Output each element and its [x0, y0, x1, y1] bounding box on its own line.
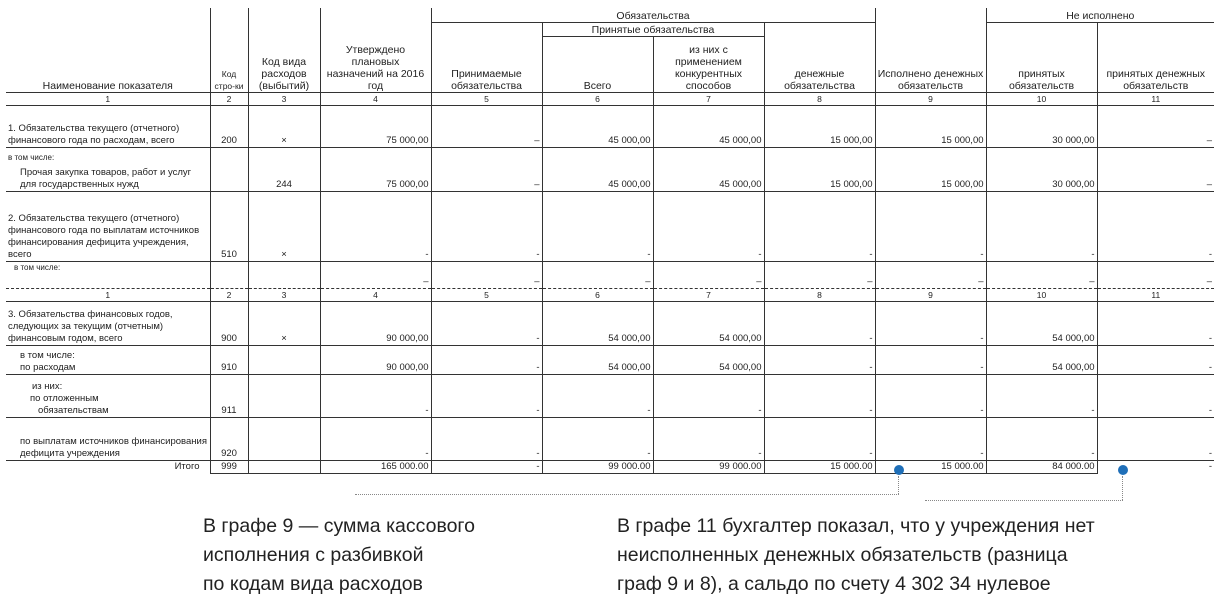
row-code: 999	[210, 460, 248, 473]
cell: -	[431, 417, 542, 460]
cell: 45 000,00	[653, 147, 764, 191]
row-name	[6, 345, 210, 374]
cell: –	[764, 261, 875, 288]
row-exp: ×	[248, 301, 320, 345]
cell: -	[986, 417, 1097, 460]
cell: -	[875, 345, 986, 374]
leader-line	[355, 494, 899, 495]
note-left	[203, 512, 475, 599]
row-name-text: по отложенным	[30, 392, 99, 404]
row-exp: 244	[248, 147, 320, 191]
row-code: 900	[210, 301, 248, 345]
cell: -	[986, 374, 1097, 417]
colnum-8: 8	[764, 92, 875, 105]
colnum: 7	[653, 288, 764, 301]
incl-label: в том числе:	[14, 262, 61, 272]
row-name	[6, 147, 210, 191]
cell: 54 000,00	[542, 301, 653, 345]
table-row	[6, 191, 1214, 261]
cell: -	[764, 191, 875, 261]
cell: 99 000.00	[542, 460, 653, 473]
table-row	[6, 345, 1214, 374]
cell: 15 000,00	[764, 147, 875, 191]
cell: -	[653, 191, 764, 261]
cell: –	[1097, 261, 1214, 288]
colnum-10: 10	[986, 92, 1097, 105]
table-row	[6, 374, 1214, 417]
row-exp: ×	[248, 191, 320, 261]
cell: -	[431, 301, 542, 345]
cell: 75 000,00	[320, 105, 431, 147]
colnum-row-2	[6, 288, 1214, 301]
cell: 15 000,00	[875, 105, 986, 147]
colnum: 3	[248, 288, 320, 301]
cell: 90 000,00	[320, 345, 431, 374]
table-row	[6, 105, 1214, 147]
header-executed: Исполнено денежных обязательств	[875, 8, 986, 92]
cell: -	[542, 374, 653, 417]
leader-line	[898, 476, 899, 494]
cell: -	[875, 301, 986, 345]
cell: -	[764, 374, 875, 417]
cell: -	[431, 191, 542, 261]
colnum-5: 5	[431, 92, 542, 105]
leader-line	[1122, 476, 1123, 500]
cell: 15 000,00	[764, 105, 875, 147]
cell: –	[875, 261, 986, 288]
cell: –	[1097, 105, 1214, 147]
table-row-total	[6, 460, 1214, 473]
header-monetary: денежные обязательства	[764, 22, 875, 92]
row-exp	[248, 460, 320, 473]
cell: -	[875, 417, 986, 460]
header-name: Наименование показателя	[42, 79, 173, 92]
row-name-text: по расходам	[20, 361, 76, 373]
row-exp	[248, 417, 320, 460]
row-code: 911	[210, 374, 248, 417]
row-exp: ×	[248, 105, 320, 147]
cell: -	[431, 374, 542, 417]
table-row	[6, 147, 1214, 191]
colnum-7: 7	[653, 92, 764, 105]
cell: -	[1097, 345, 1214, 374]
cell: 84 000.00	[986, 460, 1097, 473]
colnum: 5	[431, 288, 542, 301]
header-code-exp: Код вида расходов (выбытий)	[248, 8, 320, 92]
cell: -	[431, 345, 542, 374]
cell: -	[875, 374, 986, 417]
row-code: 910	[210, 345, 248, 374]
colnum-11: 11	[1097, 92, 1214, 105]
cell: –	[431, 105, 542, 147]
row-name: 1. Обязательства текущего (отчетного) финансового года по расходам, всего	[6, 105, 210, 147]
of-them-label: из них:	[32, 380, 63, 392]
cell: 54 000,00	[542, 345, 653, 374]
colnum: 8	[764, 288, 875, 301]
cell	[210, 261, 248, 288]
header-approved: Утверждено плановых назначений на 2016 год	[320, 8, 431, 92]
cell: -	[764, 345, 875, 374]
colnum-3: 3	[248, 92, 320, 105]
colnum-9: 9	[875, 92, 986, 105]
header-ne-monetary: принятых денежных обязательств	[1097, 22, 1214, 92]
header-ne-accepted: принятых обязательств	[986, 22, 1097, 92]
cell: –	[653, 261, 764, 288]
row-name-text: Прочая закупка товаров, работ и услуг для государственных нужд	[20, 166, 192, 190]
marker-dot-col9	[894, 465, 904, 475]
colnum-6: 6	[542, 92, 653, 105]
table-row	[6, 417, 1214, 460]
cell: 54 000,00	[986, 301, 1097, 345]
cell: 54 000,00	[653, 301, 764, 345]
header-total: Всего	[542, 36, 653, 92]
cell: -	[1097, 374, 1214, 417]
cell: -	[1097, 191, 1214, 261]
colnum-4: 4	[320, 92, 431, 105]
row-code: 200	[210, 105, 248, 147]
cell: 54 000,00	[653, 345, 764, 374]
row-code: 510	[210, 191, 248, 261]
colnum: 9	[875, 288, 986, 301]
cell: -	[542, 417, 653, 460]
cell: -	[764, 301, 875, 345]
cell: -	[320, 374, 431, 417]
colnum: 1	[6, 288, 210, 301]
row-name: по выплатам источников финансирования дефицита учреждения	[6, 417, 210, 460]
note-right	[617, 512, 1095, 599]
cell: 30 000,00	[986, 105, 1097, 147]
cell: 54 000,00	[986, 345, 1097, 374]
cell: 75 000,00	[320, 147, 431, 191]
colnum: 6	[542, 288, 653, 301]
row-name	[6, 374, 210, 417]
header-competitive: из них с применением конкурентных способов	[653, 36, 764, 92]
header-obligations: Обязательства	[431, 8, 875, 22]
cell: 15 000.00	[875, 460, 986, 473]
cell	[248, 261, 320, 288]
colnum: 11	[1097, 288, 1214, 301]
row-name: 3. Обязательства финансовых годов, следующих за текущим (отчетным) финансовым годом, всего	[6, 301, 210, 345]
cell: –	[320, 261, 431, 288]
cell: -	[653, 417, 764, 460]
cell: –	[1097, 147, 1214, 191]
cell: -	[542, 191, 653, 261]
row-exp	[248, 345, 320, 374]
cell: 90 000,00	[320, 301, 431, 345]
colnum: 4	[320, 288, 431, 301]
cell: 30 000,00	[986, 147, 1097, 191]
obligations-report-table	[6, 8, 1214, 474]
cell: -	[1097, 460, 1214, 473]
cell: -	[1097, 301, 1214, 345]
incl-label: в том числе:	[20, 349, 75, 361]
note-line: исполнения с разбивкой	[203, 544, 424, 566]
note-line: граф 9 и 8), а сальдо по счету 4 302 34 нулевое	[617, 573, 1051, 595]
note-line: по кодам вида расходов	[203, 573, 423, 595]
cell: 45 000,00	[542, 105, 653, 147]
cell: –	[986, 261, 1097, 288]
cell: -	[320, 191, 431, 261]
row-code: 920	[210, 417, 248, 460]
cell: 99 000.00	[653, 460, 764, 473]
row-code	[210, 147, 248, 191]
cell: -	[1097, 417, 1214, 460]
cell: –	[431, 261, 542, 288]
header-code-row: Код стро-ки	[210, 8, 248, 92]
cell: 45 000,00	[653, 105, 764, 147]
cell: -	[764, 417, 875, 460]
colnum: 2	[210, 288, 248, 301]
note-line: В графе 11 бухгалтер показал, что у учреждения нет	[617, 515, 1095, 537]
row-name: Итого	[174, 461, 200, 472]
cell: 15 000,00	[875, 147, 986, 191]
cell: -	[653, 374, 764, 417]
incl-label: в том числе:	[8, 152, 55, 162]
table-row	[6, 301, 1214, 345]
note-line: В графе 9 — сумма кассового	[203, 515, 475, 537]
cell: 15 000.00	[764, 460, 875, 473]
colnum: 10	[986, 288, 1097, 301]
colnum-1: 1	[6, 92, 210, 105]
row-name-text: обязательствам	[38, 404, 109, 416]
table-row	[6, 261, 1214, 288]
cell: –	[431, 147, 542, 191]
row-name: 2. Обязательства текущего (отчетного) финансового года по выплатам источников финансирования дефицита учреждения, всего	[6, 191, 210, 261]
marker-dot-col11	[1118, 465, 1128, 475]
cell: -	[320, 417, 431, 460]
leader-line	[925, 500, 1123, 501]
header-accepting: Принимаемые обязательства	[431, 22, 542, 92]
header-not-executed: Не исполнено	[986, 8, 1214, 22]
header-accepted: Принятые обязательства	[542, 22, 764, 36]
colnum-2: 2	[210, 92, 248, 105]
cell: -	[986, 191, 1097, 261]
row-exp	[248, 374, 320, 417]
cell: -	[431, 460, 542, 473]
row-name	[6, 261, 210, 288]
cell: 45 000,00	[542, 147, 653, 191]
cell: –	[542, 261, 653, 288]
note-line: неисполненных денежных обязательств (разница	[617, 544, 1068, 566]
cell: -	[875, 191, 986, 261]
cell: 165 000.00	[320, 460, 431, 473]
